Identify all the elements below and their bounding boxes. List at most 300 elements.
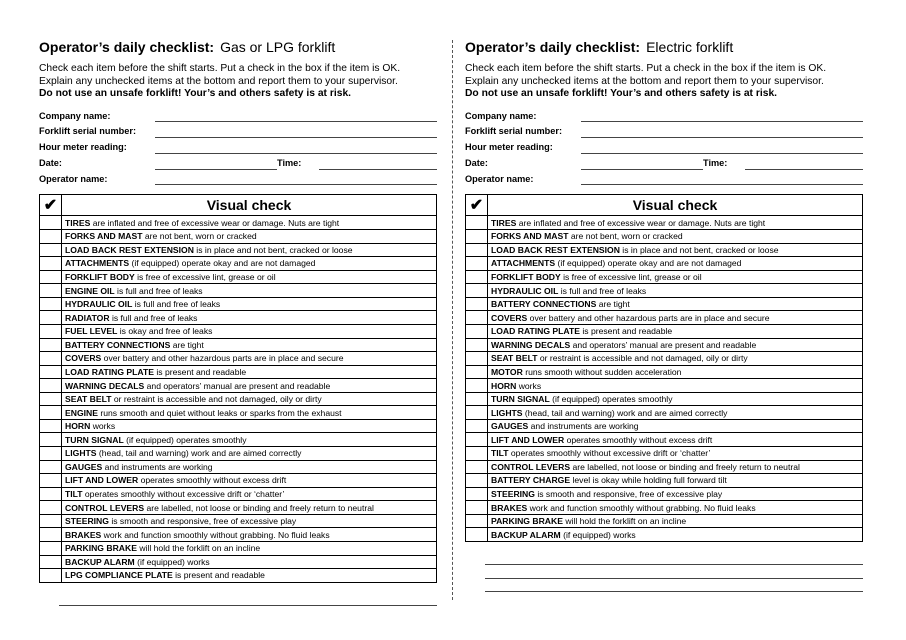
item-description: works bbox=[90, 421, 116, 432]
checklist-item bbox=[62, 297, 437, 311]
checklist-row bbox=[466, 216, 863, 230]
date-field[interactable] bbox=[581, 169, 703, 170]
checkbox[interactable] bbox=[40, 528, 62, 542]
item-name: FORKLIFT BODY bbox=[491, 272, 561, 283]
item-description: will hold the forklift on an incline bbox=[562, 516, 687, 527]
checkbox[interactable] bbox=[466, 528, 488, 542]
checkbox[interactable] bbox=[466, 297, 488, 311]
checklist-item bbox=[488, 447, 863, 461]
checkbox[interactable] bbox=[40, 406, 62, 420]
item-description: over battery and other hazardous parts are in place and secure bbox=[527, 312, 770, 323]
checklist-item bbox=[488, 379, 863, 393]
checkbox[interactable] bbox=[466, 230, 488, 244]
checkbox[interactable] bbox=[466, 433, 488, 447]
item-description: is full and free of leaks bbox=[109, 312, 198, 323]
date-label: Date: bbox=[39, 157, 62, 168]
item-name: FORKS AND MAST bbox=[65, 231, 143, 242]
checkbox[interactable] bbox=[40, 270, 62, 284]
checklist-row bbox=[466, 528, 863, 542]
checklist-item bbox=[62, 406, 437, 420]
checklist-row bbox=[466, 284, 863, 298]
visual-check-table bbox=[465, 194, 863, 542]
checkbox[interactable] bbox=[40, 501, 62, 515]
checkbox[interactable] bbox=[466, 324, 488, 338]
item-description: is in place and not bent, cracked or loose bbox=[619, 244, 779, 255]
checklist-item bbox=[62, 284, 437, 298]
serial-number-field[interactable] bbox=[581, 137, 863, 138]
checklist-row bbox=[466, 297, 863, 311]
item-description: and operators’ manual are present and readable bbox=[570, 339, 757, 350]
item-name: LOAD RATING PLATE bbox=[65, 366, 154, 377]
checklist-item bbox=[488, 392, 863, 406]
item-description: (if equipped) works bbox=[560, 529, 636, 540]
company-name-field[interactable] bbox=[155, 121, 437, 122]
checkbox[interactable] bbox=[40, 379, 62, 393]
checkbox[interactable] bbox=[466, 392, 488, 406]
checkbox[interactable] bbox=[40, 487, 62, 501]
item-description: are inflated and free of excessive wear or damage. Nuts are tight bbox=[516, 217, 766, 228]
item-name: FORKLIFT BODY bbox=[65, 272, 135, 283]
item-name: HYDRAULIC OIL bbox=[65, 299, 133, 310]
notes-area bbox=[465, 552, 863, 593]
item-name: LOAD RATING PLATE bbox=[491, 326, 580, 337]
checkbox[interactable] bbox=[466, 487, 488, 501]
checklist-item bbox=[62, 338, 437, 352]
operator-name-field[interactable] bbox=[581, 184, 863, 185]
notes-area bbox=[39, 593, 437, 607]
instructions bbox=[465, 63, 863, 101]
item-name: WARNING DECALS bbox=[491, 339, 571, 350]
item-description: is free of excessive lint, grease or oil bbox=[134, 272, 276, 283]
checklist-row bbox=[466, 230, 863, 244]
item-name: ATTACHMENTS bbox=[491, 258, 556, 269]
item-description: are not bent, worn or cracked bbox=[568, 231, 683, 242]
checklist-item bbox=[488, 257, 863, 271]
item-name: TILT bbox=[65, 489, 83, 500]
page-title bbox=[39, 38, 437, 56]
checklist-item bbox=[488, 284, 863, 298]
checkbox[interactable] bbox=[466, 284, 488, 298]
check-mark-icon: ✔ bbox=[40, 195, 62, 216]
instructions bbox=[39, 63, 437, 101]
item-name: GAUGES bbox=[65, 461, 103, 472]
item-description: is okay and free of leaks bbox=[117, 326, 213, 337]
checklist-body bbox=[466, 216, 863, 542]
instruction-line: Explain any unchecked items at the bottom and report them to your supervisor. bbox=[39, 75, 398, 87]
checklist-row bbox=[466, 433, 863, 447]
checklist-item bbox=[488, 406, 863, 420]
checklist-row bbox=[40, 352, 437, 366]
safety-warning: Do not use an unsafe forklift! Your’s and others safety is at risk. bbox=[39, 88, 352, 99]
checklist-item bbox=[62, 324, 437, 338]
checklist-row bbox=[466, 406, 863, 420]
hour-meter-field[interactable] bbox=[155, 153, 437, 154]
checklist-item bbox=[62, 270, 437, 284]
checklist-item bbox=[488, 460, 863, 474]
item-description: is full and free of leaks bbox=[114, 285, 203, 296]
item-name: ENGINE bbox=[65, 407, 98, 418]
item-description: are inflated and free of excessive wear or damage. Nuts are tight bbox=[90, 217, 340, 228]
checkbox[interactable] bbox=[40, 352, 62, 366]
checklist-row bbox=[40, 230, 437, 244]
checkbox[interactable] bbox=[466, 311, 488, 325]
item-description: over battery and other hazardous parts are in place and secure bbox=[101, 353, 344, 364]
company-name-label: Company name: bbox=[465, 110, 537, 121]
checklist-row bbox=[466, 487, 863, 501]
checklist-row bbox=[40, 460, 437, 474]
checkbox[interactable] bbox=[466, 460, 488, 474]
checklist-item bbox=[62, 230, 437, 244]
item-name: BACKUP ALARM bbox=[491, 529, 561, 540]
checkbox[interactable] bbox=[40, 392, 62, 406]
checklist-item bbox=[62, 392, 437, 406]
item-name: PARKING BRAKE bbox=[491, 516, 563, 527]
operator-name-field[interactable] bbox=[155, 184, 437, 185]
company-name-label: Company name: bbox=[39, 110, 111, 121]
item-name: TILT bbox=[491, 448, 509, 459]
checkbox[interactable] bbox=[466, 474, 488, 488]
forklift-type: Electric forklift bbox=[646, 39, 734, 55]
item-name: BATTERY CHARGE bbox=[491, 475, 571, 486]
checkbox[interactable] bbox=[40, 297, 62, 311]
item-name: TIRES bbox=[65, 217, 91, 228]
checklist-row bbox=[40, 338, 437, 352]
checklist-item bbox=[488, 419, 863, 433]
checklist-row bbox=[40, 379, 437, 393]
checkbox[interactable] bbox=[40, 243, 62, 257]
item-name: FORKS AND MAST bbox=[491, 231, 569, 242]
checklist-item bbox=[62, 460, 437, 474]
checklist-row bbox=[40, 284, 437, 298]
checklist-item bbox=[488, 365, 863, 379]
checklist-item bbox=[488, 324, 863, 338]
checklist-item bbox=[62, 379, 437, 393]
checklist-item bbox=[62, 352, 437, 366]
checklist-row bbox=[40, 311, 437, 325]
item-description: is smooth and responsive, free of excessive play bbox=[108, 516, 297, 527]
checklist-row bbox=[40, 365, 437, 379]
hour-meter-field[interactable] bbox=[581, 153, 863, 154]
item-description: (if equipped) works bbox=[134, 556, 210, 567]
checklist-item bbox=[488, 243, 863, 257]
item-description: (if equipped) operate okay and are not damaged bbox=[555, 258, 742, 269]
hour-meter-label: Hour meter reading: bbox=[465, 142, 553, 153]
item-name: FUEL LEVEL bbox=[65, 326, 118, 337]
checkbox[interactable] bbox=[40, 555, 62, 569]
checkbox[interactable] bbox=[466, 501, 488, 515]
checklist-item bbox=[488, 487, 863, 501]
item-name: STEERING bbox=[65, 516, 109, 527]
checkbox[interactable] bbox=[40, 514, 62, 528]
hour-meter-label: Hour meter reading: bbox=[39, 142, 127, 153]
checkbox[interactable] bbox=[40, 338, 62, 352]
checklist-item bbox=[488, 501, 863, 515]
checklist-item bbox=[62, 365, 437, 379]
checkbox[interactable] bbox=[40, 474, 62, 488]
checkbox[interactable] bbox=[40, 460, 62, 474]
item-name: MOTOR bbox=[491, 366, 523, 377]
item-name: LIFT AND LOWER bbox=[65, 475, 139, 486]
item-name: HORN bbox=[491, 380, 517, 391]
checkbox[interactable] bbox=[40, 569, 62, 583]
checkbox[interactable] bbox=[466, 216, 488, 230]
checklist-row bbox=[466, 257, 863, 271]
operator-name-label: Operator name: bbox=[465, 173, 534, 184]
checkbox[interactable] bbox=[40, 433, 62, 447]
item-name: TIRES bbox=[491, 217, 517, 228]
checklist-item bbox=[488, 216, 863, 230]
checklist-item bbox=[62, 501, 437, 515]
item-description: operates smoothly without excessive drift or ‘chatter’ bbox=[82, 489, 285, 500]
checklist-item bbox=[62, 419, 437, 433]
item-description: is free of excessive lint, grease or oil bbox=[560, 272, 702, 283]
checklist-row bbox=[40, 297, 437, 311]
checklist-item bbox=[62, 541, 437, 555]
checklist-row bbox=[40, 433, 437, 447]
item-name: TURN SIGNAL bbox=[65, 434, 124, 445]
checklist-row bbox=[466, 338, 863, 352]
checklist-row bbox=[466, 514, 863, 528]
item-description: is present and readable bbox=[172, 570, 265, 581]
item-name: LPG COMPLIANCE PLATE bbox=[65, 570, 173, 581]
visual-check-table bbox=[39, 194, 437, 582]
checklist-item bbox=[488, 338, 863, 352]
checklist-item bbox=[62, 216, 437, 230]
checklist-item bbox=[62, 555, 437, 569]
item-description: (head, tail and warning) work and are aimed correctly bbox=[96, 448, 302, 459]
item-description: will hold the forklift on an incline bbox=[136, 543, 261, 554]
time-label: Time: bbox=[703, 157, 728, 168]
item-name: BRAKES bbox=[491, 502, 528, 513]
date-label: Date: bbox=[465, 157, 488, 168]
checklist-item bbox=[488, 528, 863, 542]
checklist-row bbox=[40, 419, 437, 433]
item-name: CONTROL LEVERS bbox=[65, 502, 145, 513]
checklist-row bbox=[40, 487, 437, 501]
checklist-row bbox=[466, 243, 863, 257]
checkbox[interactable] bbox=[40, 324, 62, 338]
checklist-row bbox=[466, 460, 863, 474]
note-line[interactable] bbox=[485, 579, 863, 593]
item-name: LOAD BACK REST EXTENSION bbox=[65, 244, 194, 255]
checkbox[interactable] bbox=[466, 406, 488, 420]
checklist-item bbox=[62, 243, 437, 257]
checkbox[interactable] bbox=[466, 270, 488, 284]
check-mark-icon: ✔ bbox=[466, 195, 488, 216]
note-line[interactable] bbox=[59, 593, 437, 607]
checkbox[interactable] bbox=[40, 230, 62, 244]
item-name: ATTACHMENTS bbox=[65, 258, 130, 269]
checkbox[interactable] bbox=[40, 541, 62, 555]
checkbox[interactable] bbox=[466, 243, 488, 257]
checklist-row bbox=[40, 257, 437, 271]
checklist-item bbox=[488, 514, 863, 528]
checklist-row bbox=[40, 474, 437, 488]
item-name: TURN SIGNAL bbox=[491, 394, 550, 405]
item-description: or restraint is accessible and not damaged, oily or dirty bbox=[111, 394, 322, 405]
item-name: BATTERY CONNECTIONS bbox=[65, 339, 171, 350]
item-name: COVERS bbox=[491, 312, 528, 323]
checklist-row bbox=[40, 406, 437, 420]
checkbox[interactable] bbox=[40, 365, 62, 379]
checklist-item bbox=[488, 230, 863, 244]
item-description: is smooth and responsive, free of excessive play bbox=[534, 489, 723, 500]
checkbox[interactable] bbox=[40, 311, 62, 325]
checklist-item bbox=[488, 311, 863, 325]
table-header: Visual check bbox=[488, 195, 863, 216]
item-description: runs smooth without sudden acceleration bbox=[522, 366, 682, 377]
item-description: work and function smoothly without grabbing. No fluid leaks bbox=[527, 502, 756, 513]
checklist-item bbox=[62, 433, 437, 447]
item-name: LOAD BACK REST EXTENSION bbox=[491, 244, 620, 255]
item-description: (if equipped) operates smoothly bbox=[549, 394, 673, 405]
checklist-gas-lpg bbox=[39, 38, 437, 606]
checklist-row bbox=[40, 243, 437, 257]
item-description: works bbox=[516, 380, 542, 391]
checkbox[interactable] bbox=[40, 284, 62, 298]
checklist-row bbox=[40, 528, 437, 542]
item-name: CONTROL LEVERS bbox=[491, 461, 571, 472]
item-name: BATTERY CONNECTIONS bbox=[491, 299, 597, 310]
item-description: operates smoothly without excessive drift or ‘chatter’ bbox=[508, 448, 711, 459]
note-line[interactable] bbox=[485, 552, 863, 566]
item-description: and operators’ manual are present and readable bbox=[144, 380, 331, 391]
time-label: Time: bbox=[277, 157, 302, 168]
item-name: SEAT BELT bbox=[65, 394, 112, 405]
checklist-item bbox=[62, 311, 437, 325]
item-name: BRAKES bbox=[65, 529, 102, 540]
checklist-row bbox=[466, 324, 863, 338]
item-name: BACKUP ALARM bbox=[65, 556, 135, 567]
checkbox[interactable] bbox=[466, 365, 488, 379]
item-name: HYDRAULIC OIL bbox=[491, 285, 559, 296]
checklist-row bbox=[466, 501, 863, 515]
checklist-row bbox=[40, 541, 437, 555]
title-label: Operator’s daily checklist: bbox=[39, 39, 215, 55]
checklist-row bbox=[466, 447, 863, 461]
form-fields bbox=[39, 109, 437, 188]
checkbox[interactable] bbox=[40, 257, 62, 271]
item-description: is present and readable bbox=[579, 326, 673, 337]
item-description: are labelled, not loose or binding and freely return to neutral bbox=[570, 461, 800, 472]
checklist-row bbox=[466, 419, 863, 433]
item-description: work and function smoothly without grabbing. No fluid leaks bbox=[101, 529, 330, 540]
table-header: Visual check bbox=[62, 195, 437, 216]
checklist-item bbox=[488, 270, 863, 284]
item-description: operates smoothly without excess drift bbox=[138, 475, 287, 486]
checkbox[interactable] bbox=[40, 419, 62, 433]
checkbox[interactable] bbox=[40, 447, 62, 461]
item-name: ENGINE OIL bbox=[65, 285, 115, 296]
checklist-row bbox=[40, 216, 437, 230]
checkbox[interactable] bbox=[40, 216, 62, 230]
checklist-row bbox=[40, 501, 437, 515]
checkbox[interactable] bbox=[466, 419, 488, 433]
instruction-line: Check each item before the shift starts. Put a check in the box if the item is OK. bbox=[39, 63, 401, 74]
checklist-row bbox=[466, 311, 863, 325]
date-field[interactable] bbox=[155, 169, 277, 170]
serial-number-label: Forklift serial number: bbox=[465, 126, 562, 137]
checklist-row bbox=[40, 569, 437, 583]
company-name-field[interactable] bbox=[581, 121, 863, 122]
item-name: PARKING BRAKE bbox=[65, 543, 137, 554]
item-name: COVERS bbox=[65, 353, 102, 364]
item-description: are not bent, worn or cracked bbox=[142, 231, 257, 242]
checklist-row bbox=[40, 447, 437, 461]
item-description: level is okay while holding full forward tilt bbox=[570, 475, 727, 486]
operator-name-label: Operator name: bbox=[39, 173, 108, 184]
checklist-item bbox=[62, 447, 437, 461]
checklist-item bbox=[62, 474, 437, 488]
checklist-row bbox=[466, 392, 863, 406]
checkbox[interactable] bbox=[466, 379, 488, 393]
item-name: GAUGES bbox=[491, 421, 529, 432]
checklist-item bbox=[62, 257, 437, 271]
item-description: and instruments are working bbox=[528, 421, 639, 432]
item-description: operates smoothly without excess drift bbox=[564, 434, 713, 445]
time-field[interactable] bbox=[745, 169, 863, 170]
item-name: RADIATOR bbox=[65, 312, 110, 323]
time-field[interactable] bbox=[319, 169, 437, 170]
checklist-row bbox=[40, 555, 437, 569]
serial-number-label: Forklift serial number: bbox=[39, 126, 136, 137]
item-name: WARNING DECALS bbox=[65, 380, 145, 391]
checklist-item bbox=[62, 569, 437, 583]
checkbox[interactable] bbox=[466, 447, 488, 461]
checklist-item bbox=[488, 352, 863, 366]
title-label: Operator’s daily checklist: bbox=[465, 39, 641, 55]
checklist-item bbox=[62, 528, 437, 542]
checklist-row bbox=[466, 379, 863, 393]
item-description: (head, tail and warning) work and are aimed correctly bbox=[522, 407, 728, 418]
checklist-row bbox=[40, 270, 437, 284]
checklist-electric bbox=[465, 38, 863, 592]
checklist-item bbox=[62, 514, 437, 528]
note-line[interactable] bbox=[485, 565, 863, 579]
checklist-item bbox=[62, 487, 437, 501]
page-title bbox=[465, 38, 863, 56]
checkbox[interactable] bbox=[466, 514, 488, 528]
checkbox[interactable] bbox=[466, 352, 488, 366]
checklist-row bbox=[466, 365, 863, 379]
item-description: are labelled, not loose or binding and freely return to neutral bbox=[144, 502, 374, 513]
safety-warning: Do not use an unsafe forklift! Your’s and others safety is at risk. bbox=[465, 88, 778, 99]
checkbox[interactable] bbox=[466, 338, 488, 352]
checklist-row bbox=[466, 270, 863, 284]
item-description: and instruments are working bbox=[102, 461, 213, 472]
item-description: (if equipped) operate okay and are not damaged bbox=[129, 258, 316, 269]
item-name: LIGHTS bbox=[65, 448, 97, 459]
checklist-row bbox=[40, 514, 437, 528]
item-description: is present and readable bbox=[153, 366, 247, 377]
instruction-line: Explain any unchecked items at the bottom and report them to your supervisor. bbox=[465, 75, 824, 87]
page-divider bbox=[452, 40, 453, 600]
item-name: SEAT BELT bbox=[491, 353, 538, 364]
item-description: or restraint is accessible and not damaged, oily or dirty bbox=[537, 353, 748, 364]
checklist-item bbox=[488, 297, 863, 311]
checklist-item bbox=[488, 474, 863, 488]
instruction-line: Check each item before the shift starts. Put a check in the box if the item is OK. bbox=[465, 63, 827, 74]
checklist-row bbox=[466, 352, 863, 366]
checklist-row bbox=[466, 474, 863, 488]
item-description: are tight bbox=[170, 339, 204, 350]
item-description: (if equipped) operates smoothly bbox=[123, 434, 247, 445]
item-description: is in place and not bent, cracked or loose bbox=[193, 244, 353, 255]
serial-number-field[interactable] bbox=[155, 137, 437, 138]
checkbox[interactable] bbox=[466, 257, 488, 271]
form-fields bbox=[465, 109, 863, 188]
item-description: is full and free of leaks bbox=[558, 285, 647, 296]
